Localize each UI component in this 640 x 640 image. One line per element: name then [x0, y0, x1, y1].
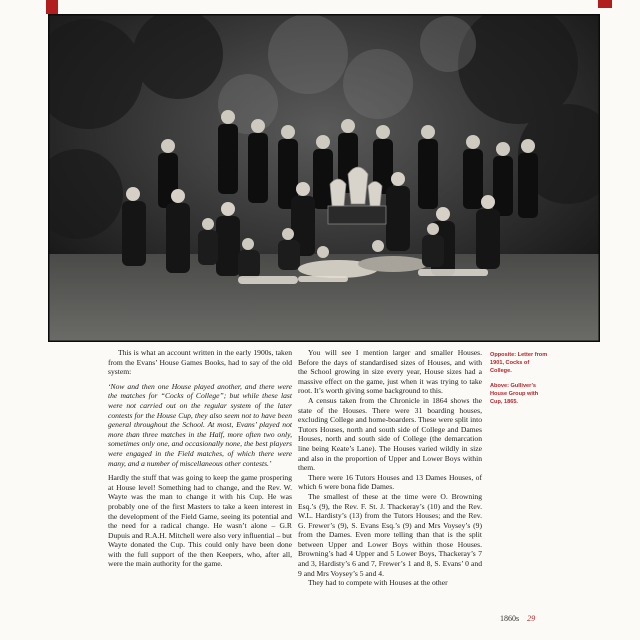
page-number: 29: [527, 614, 536, 623]
house-group-photo: [48, 14, 600, 342]
paragraph: You will see I mention larger and smaller Houses. Before the days of standardised sizes of Houses, and with the School growing in size every year, House sizes had a massive effect on the game, just when it was trying to take root. It’s worth giving some background to this.: [298, 348, 482, 396]
text-column-right: [298, 348, 482, 588]
text-column-left: [108, 348, 292, 569]
running-footer-decade: 1860s: [500, 614, 520, 623]
bookmark-tab-right: [598, 0, 612, 8]
paragraph: They had to compete with Houses at the other: [308, 578, 448, 588]
caption-sidebar: [490, 352, 552, 415]
paragraph: The smallest of these at the time were O. Browning Esq.’s (9), the Rev. F. St. J. Thackeray’s (10) and the Rev. W.L. Hardisty’s (13) from the Tutors Houses; and the Rev. G. Frewer’s (9), S. Evans Esq.’s (9) and Mrs Voysey’s (9) from the Dames. Even more telling than that is the split between Upper and Lower Boys within those Houses. Browning’s had 4 Upper and 5 Lower Boys, Thackeray’s 7 and 3, Hardisty’s 6 and 7, Frewer’s 1 and 8, S. Evans’ 0 and 9 and Mrs Voysey’s 5 and 4.: [298, 491, 482, 578]
bookmark-tab-left: [46, 0, 58, 14]
paragraph: This is what an account written in the early 1900s, taken from the Evans’ House Games Books, had to say of the old system:: [108, 348, 292, 377]
paragraph: Hardly the stuff that was going to keep the game prospering at House level! Something had to change, and the Rev. W. Wayte was the man to change it with his Cup. He was probably one of the first Masters to take a keen interest in the development of the Field Game, seeing its potential and the need for a radical change. He wasn’t alone – G.R Dupuis and R.A.H. Mitchell were also very influential – but Wayte donated the Cup. This could only have been done with the full support of the then Keepers, who, after all, were the main authority for the game.: [108, 473, 292, 569]
quoted-passage: ‘Now and then one House played another, and there were the matches for “Cocks of College”; but while these last were not carried out on the regular system of the later contests for the House Cup, they also seem not to have been general throughout the School. At most, Evans’ played not more than three matches in the Half, more often two only, sometimes only one, and occasionally none, the best players were engaged in the Field matches, of which there were many, and a number of miscellaneous other contests.’: [108, 381, 292, 468]
paragraph: A census taken from the Chronicle in 1864 shows the state of the Houses. There were 31 boarding houses, excluding College and home-boarders. These were split into Tutors Houses, north and south side of College and Dames Houses, north and south side of College (the demarcation line being Keate’s Lane). The Houses varied wildly in size and also in the proportion of Upper and Lower Boys within them.: [298, 395, 482, 473]
page-footer: [500, 614, 535, 623]
caption-above: Above: Gulliver’s House Group with Cup, 1865.: [490, 383, 539, 405]
caption-opposite: Opposite: Letter from 1901, Cocks of College.: [490, 352, 548, 374]
paragraph: There were 16 Tutors Houses and 13 Dames Houses, of which 6 were bona fide Dames.: [298, 472, 482, 492]
